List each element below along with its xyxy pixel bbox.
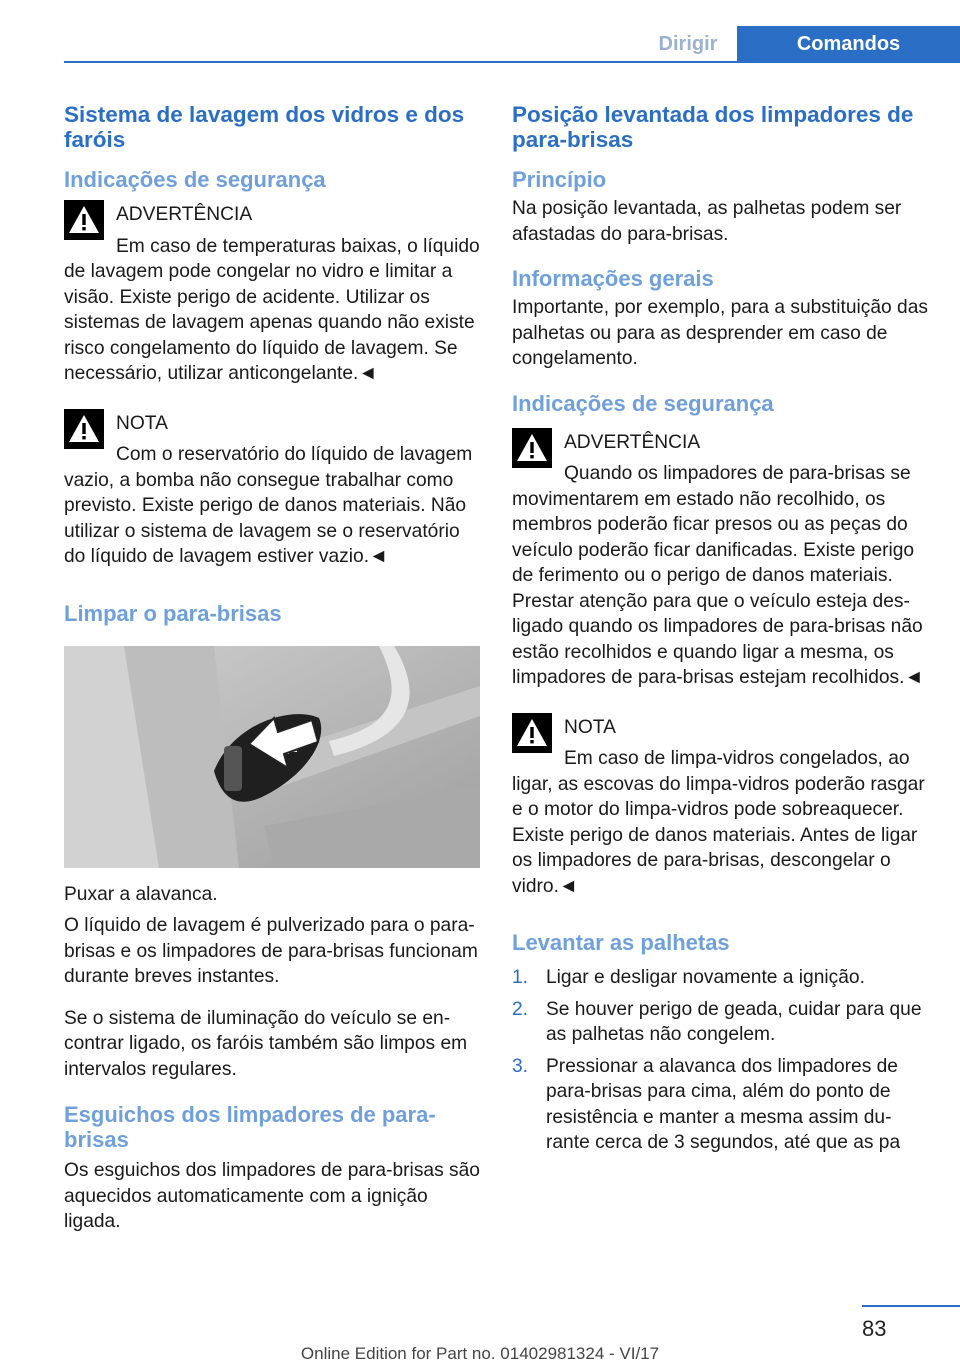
footer-edition: Online Edition for Part no. 01402981324 - VI/17 (300, 1344, 660, 1363)
general-info-text: Importante, por exemplo, para a substituição das palhetas ou para as desprender em caso de congelamento. (512, 297, 928, 369)
heading-safety-left: Indicações de segurança (64, 167, 326, 192)
principle-text: Na posição levantada, as palhetas podem ser afastadas do para-brisas. (512, 198, 902, 245)
note-text: Com o reservatório do líquido de lavagem vazio, a bomba não consegue trabalhar como previsto. Existe perigo de danos materiais. Não utilizar o sistema de lavagem se o reservatório do líquido de lavagem estiver vazio.◄ (64, 444, 473, 567)
warning-triangle-icon (64, 409, 104, 449)
step-number: 2. (512, 998, 529, 1020)
clean-description: O líquido de lavagem é pulverizado para o para-brisas e os limpadores de para-brisas funcionam durante breves instantes. (64, 915, 478, 987)
nozzle-description: Os esguichos dos limpadores de para-brisas são aquecidos automaticamente com a ignição ligada. (64, 1160, 480, 1232)
tab-comandos[interactable]: Comandos (737, 26, 960, 62)
warning-label: ADVERTÊNCIA (116, 204, 253, 225)
note-label: NOTA (116, 412, 168, 434)
note-text: Em caso de limpa-vidros congelados, ao ligar, as escovas do limpa-vidros poderão rasgar e o motor do limpa-vidros pode sobreaquecer. Existe perigo de danos materiais. Antes de ligar os limpadores de para-brisas, descongelar o vidro.◄ (512, 748, 925, 897)
warning-box-2 (512, 428, 928, 691)
wiper-lever-image (64, 646, 480, 868)
heading-raise-blades: Levantar as palhetas (512, 930, 730, 955)
clean-headlights: Se o sistema de iluminação do veículo se encontrar ligado, os faróis também são limpos em intervalos regulares. (64, 1007, 468, 1080)
right-column (512, 102, 928, 1162)
note-box-1 (64, 409, 482, 570)
section-title-washer: Sistema de lavagem dos vidros e dos faróis (64, 102, 465, 152)
heading-nozzles: Esguichos dos limpadores de para-brisas (64, 1102, 436, 1152)
warning-text: Em caso de temperaturas baixas, o líquido de lavagem pode congelar no vidro e limitar a visão. Existe perigo de acidente. Utilizar os sistemas de lavagem apenas quando não existe risco congelamento do líquido de lavagem. Se necessário, utilizar anticongelante.◄ (64, 235, 480, 384)
clean-step-pull: Puxar a alavanca. (64, 883, 218, 905)
warning-text: Quando os limpadores de para-brisas se movimentarem em estado não recolhido, os membros poderão ficar presos ou as peças do veículo poderão ficar danificadas. Existe perigo de ferimento ou o perigo de danos materiais. Prestar atenção para que o veículo esteja desligado quando os limpadores de para-brisas não estão recolhidos e quando ligar a mesma, os limpadores de para-brisas estejam recolhidos.◄ (512, 463, 924, 688)
list-item (512, 965, 928, 991)
warning-triangle-icon (512, 713, 552, 753)
heading-clean-windshield: Limpar o para-brisas (64, 600, 282, 626)
note-box-2 (512, 713, 928, 900)
warning-box-1 (64, 200, 482, 387)
heading-principle: Princípio (512, 167, 607, 192)
tab-dirigir[interactable]: Dirigir (658, 33, 718, 55)
list-item (512, 997, 928, 1048)
warning-triangle-icon (512, 428, 552, 468)
note-label: NOTA (564, 716, 616, 738)
step-number: 3. (512, 1055, 529, 1077)
header-rule (64, 61, 960, 63)
page-number: 83 (862, 1316, 887, 1341)
footer-rule (862, 1305, 960, 1307)
warning-label: ADVERTÊNCIA (564, 431, 701, 453)
step-text: Se houver perigo de geada, cuidar para que as palhetas não congelem. (546, 998, 922, 1045)
step-text: Pressionar a alavanca dos limpadores de para-brisas para cima, além do ponto de resistência e manter a mesma assim durante cerca de 3 segundos, até que as pa (546, 1055, 901, 1153)
step-number: 1. (512, 967, 529, 988)
heading-general-info: Informações gerais (512, 266, 714, 291)
warning-triangle-icon (64, 200, 104, 240)
step-text: Ligar e desligar novamente a ignição. (546, 967, 865, 988)
heading-safety-right: Indicações de segurança (512, 390, 774, 416)
list-item (512, 1054, 928, 1156)
left-column (64, 102, 482, 1246)
raise-steps-list (512, 965, 928, 1156)
section-title-raised-position: Posição levantada dos limpadores de para-brisas (512, 102, 914, 152)
